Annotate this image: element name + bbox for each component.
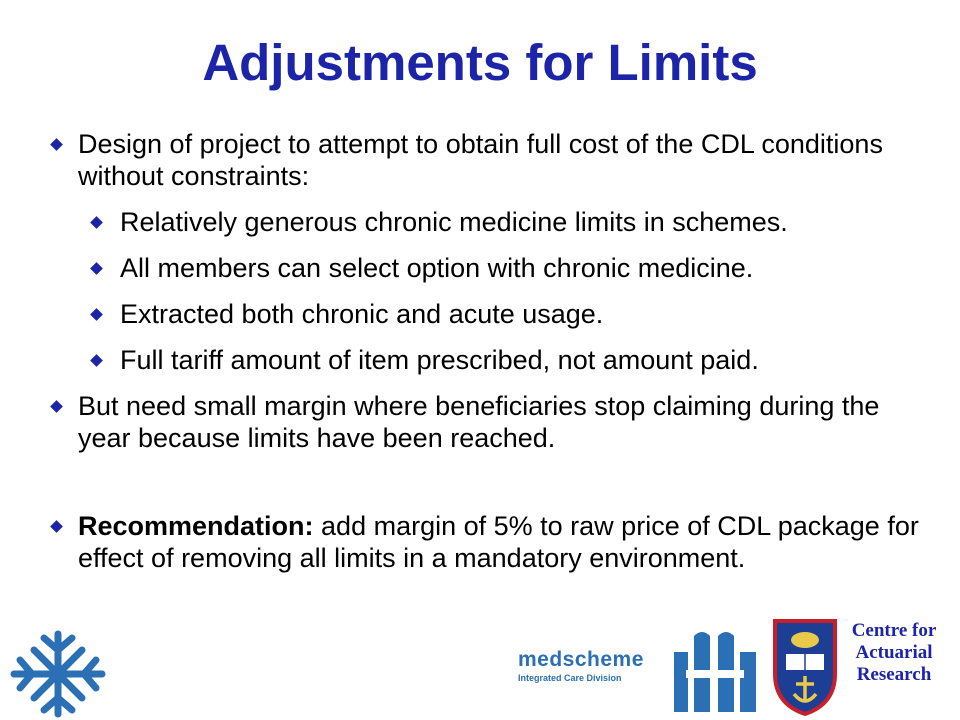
diamond-bullet-icon <box>50 400 63 413</box>
diamond-bullet-icon <box>90 216 103 229</box>
sub-bullet-item <box>48 298 928 330</box>
bullet-item <box>48 128 928 192</box>
diamond-bullet-icon <box>50 138 63 151</box>
sub-bullet-item <box>48 252 928 284</box>
network-cross-logo-icon <box>6 628 110 720</box>
diamond-bullet-icon <box>50 520 63 533</box>
bullet-list <box>48 128 928 588</box>
bullet-text: Design of project to attempt to obtain full cost of the CDL conditions without constraints: <box>78 129 883 191</box>
bullet-text: But need small margin where beneficiaries stop claiming during the year because limits have been reached. <box>78 391 880 453</box>
recommendation-label: Recommendation: <box>78 511 314 541</box>
sub-bullet-text: Extracted both chronic and acute usage. <box>120 299 604 329</box>
diamond-bullet-icon <box>90 262 103 275</box>
diamond-bullet-icon <box>90 354 103 367</box>
medscheme-name: medscheme <box>518 648 644 671</box>
sub-bullet-text: Relatively generous chronic medicine limits in schemes. <box>120 207 788 237</box>
car-logo-text <box>838 620 950 686</box>
bullet-text: add margin of 5% to raw price of CDL package for effect of removing all limits in a mandatory environment. <box>78 511 919 573</box>
sub-bullet-text: All members can select option with chronic medicine. <box>120 253 754 283</box>
sub-bullet-item <box>48 206 928 238</box>
slide-title: Adjustments for Limits <box>202 34 758 91</box>
car-line-1: Centre for <box>851 620 937 641</box>
car-line-3: Research <box>856 664 932 685</box>
spacer <box>48 468 928 510</box>
sub-bullet-text: Full tariff amount of item prescribed, not amount paid. <box>120 345 759 375</box>
diamond-bullet-icon <box>90 308 103 321</box>
bullet-item <box>48 510 928 574</box>
car-line-2: Actuarial <box>855 642 933 663</box>
sub-bullet-item <box>48 344 928 376</box>
medscheme-logo <box>518 648 662 684</box>
medscheme-subtitle: Integrated Care Division <box>518 673 622 683</box>
bullet-item <box>48 390 928 454</box>
university-crest-icon <box>772 618 838 716</box>
medscheme-mark-icon <box>672 626 758 718</box>
